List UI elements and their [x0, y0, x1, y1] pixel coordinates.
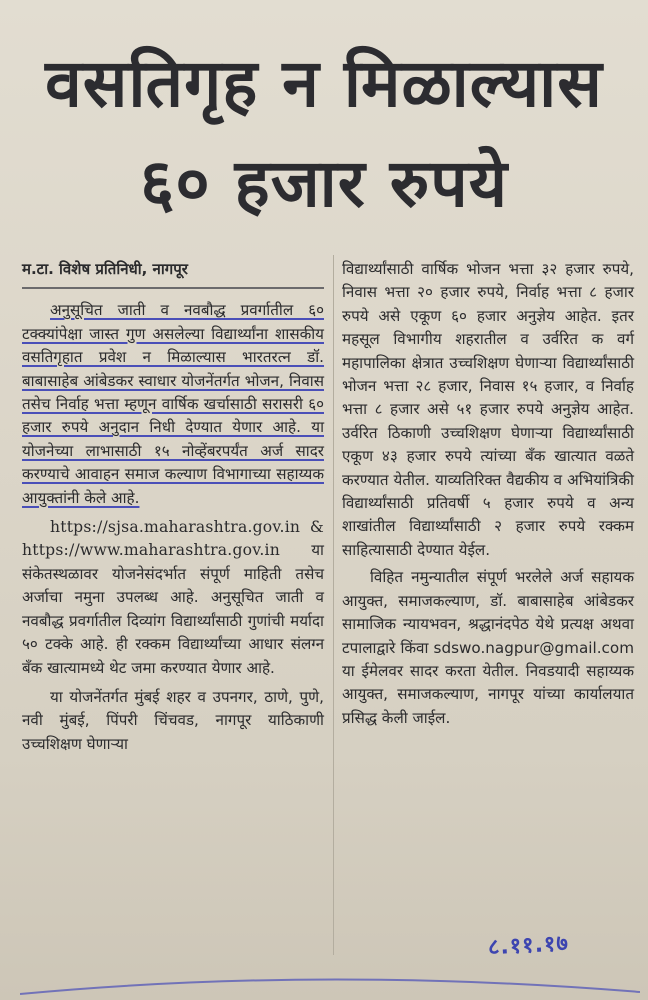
right-paragraph-2: विहित नमुन्यातील संपूर्ण भरलेले अर्ज सहायक आयुक्त, समाजकल्याण, डॉ. बाबासाहेब आंबेडकर सामाजिक न्यायभवन, श्रद्धानंदपेठ येथे प्रत्यक्ष अथवा टपालाद्वारे किंवा sdswo.nagpur@gmail.com या ईमेलवर सादर करता येतील. निवडयादी सहाय्यक आयुक्त, समाजकल्याण, नागपूर यांच्या कार्यालयात प्रसिद्ध केली जाईल.: [342, 568, 634, 727]
website-urls: https://sjsa.maharashtra.gov.in & https://www.maharashtra.gov.in: [22, 518, 324, 560]
right-paragraph-1: विद्यार्थ्यांसाठी वार्षिक भोजन भत्ता ३२ हजार रुपये, निवास भत्ता २० हजार रुपये, निर्वाह भत्ता ८ हजार रुपये असे एकूण ६० हजार अनुज्ञेय आहेत. इतर महसूल विभागीय शहरातील व उर्वरित क वर्ग महापालिका क्षेत्रात उच्चशिक्षण घेणाऱ्या विद्यार्थ्यांसाठी भोजन भत्ता २८ हजार, निवास १५ हजार, व निर्वाह भत्ता ८ हजार असे ५१ हजार रुपये अनुज्ञेय आहेत. उर्वरित ठिकाणी उच्चशिक्षण घेणाऱ्या विद्यार्थ्यांसाठी एकूण ४३ हजार रुपये त्यांच्या बँक खात्यात वळते करण्यात येतील. याव्यतिरिक्त वैद्यकीय व अभियांत्रिकी विद्यार्थ्यांसाठी प्रतिवर्षी ५ हजार रुपये व अन्य शाखांतील विद्यार्थ्यांसाठी २ हजार रुपये रक्कम साहित्यासाठी देण्यात येईल.: [342, 260, 634, 559]
left-paragraph-2: [22, 516, 324, 680]
pen-ink-curve: [20, 960, 640, 1000]
left-column: [22, 258, 324, 756]
left-paragraph-2-text: या संकेतस्थळावर योजनेसंदर्भात संपूर्ण माहिती तसेच अर्जाचा नमुना उपलब्ध आहे. अनुसूचित जाती व नवबौद्ध प्रवर्गातील दिव्यांग विद्यार्थ्यांसाठी गुणांची मर्यादा ५० टक्के आहे. ही रक्कम विद्यार्थ्यांच्या आधार संलग्न बँक खात्यामध्ये थेट जमा करण्यात येणार आहे.: [22, 541, 324, 677]
bleed-through-text: [0, 0, 648, 28]
column-divider: [333, 255, 334, 955]
byline: म.टा. विशेष प्रतिनिधी, नागपूर: [22, 258, 324, 289]
headline-line-2: ६० हजार रुपये: [140, 145, 508, 222]
right-column: [342, 258, 634, 730]
headline-line-1: वसतिगृह न मिळाल्यास: [45, 45, 603, 122]
left-paragraph-3: या योजनेंतर्गत मुंबई शहर व उपनगर, ठाणे, पुणे, नवी मुंबई, पिंपरी चिंचवड, नागपूर याठिकाणी उच्चशिक्षण घेणाऱ्या: [22, 687, 324, 753]
handwritten-date: ८.११.१७: [487, 931, 570, 961]
left-paragraph-1: अनुसूचित जाती व नवबौद्ध प्रवर्गातील ६० टक्क्यांपेक्षा जास्त गुण असलेल्या विद्यार्थ्यांना शासकीय वसतिगृहात प्रवेश न मिळाल्यास भारतरत्न डॉ. बाबासाहेब आंबेडकर स्वाधार योजनेंतर्गत भोजन, निवास तसेच निर्वाह भत्ता म्हणून वार्षिक खर्चासाठी सरासरी ६० हजार रुपये अनुदान निधी देण्यात येणार आहे. या योजनेच्या लाभासाठी १५ नोव्हेंबरपर्यंत अर्ज सादर करण्याचे आवाहन समाज कल्याण विभागाच्या सहाय्यक आयुक्तांनी केले आहे.: [22, 301, 324, 507]
